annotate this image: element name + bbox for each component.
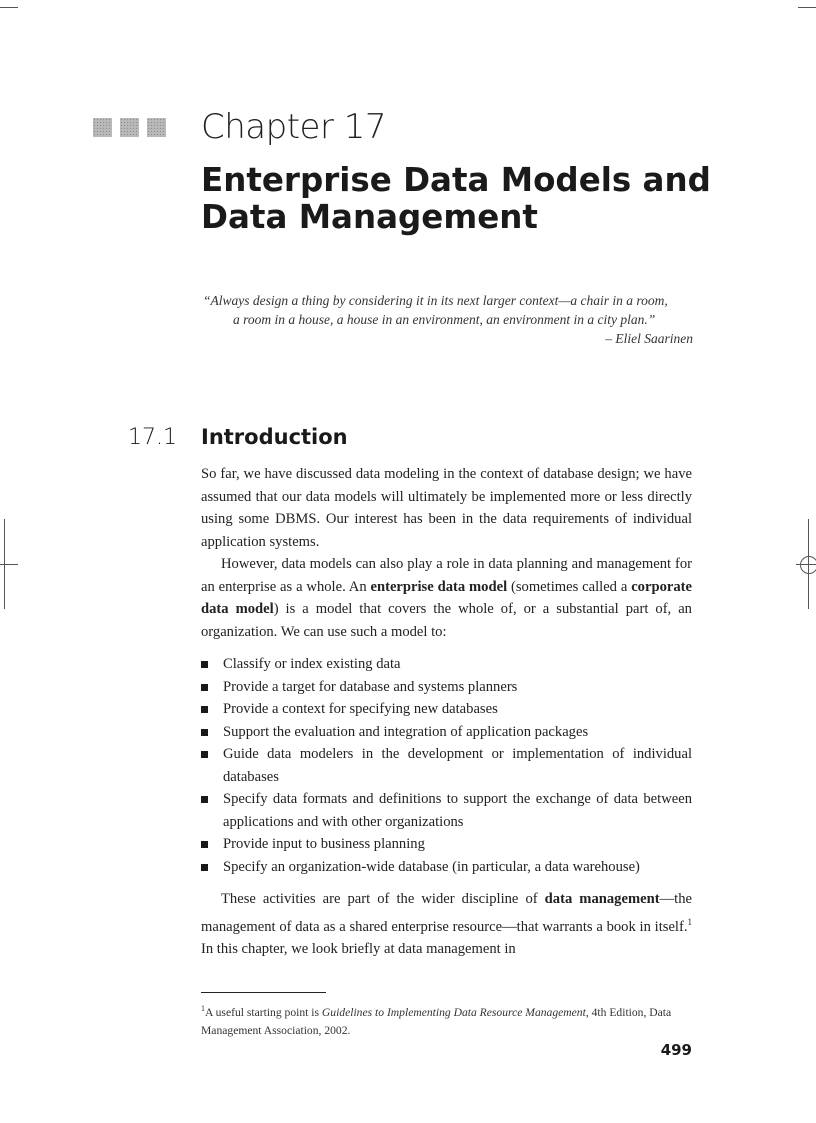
- bullet-item: Guide data modelers in the development or implementation of individual databases: [201, 743, 692, 788]
- term-enterprise-data-model: enterprise data model: [370, 578, 508, 595]
- bullet-item: Provide input to business planning: [201, 833, 692, 856]
- epigraph-line-1: “Always design a thing by considering it in its next larger context—a chair in a room,: [203, 293, 668, 308]
- chapter-title: Enterprise Data Models and Data Management: [201, 161, 711, 236]
- registration-circle-right: [800, 556, 816, 574]
- epigraph-line-2: a room in a house, a house in an environment, an environment in a city plan.”: [233, 312, 656, 327]
- page-number: 499: [660, 1041, 692, 1059]
- decorative-square: [120, 118, 139, 137]
- bullet-item: Classify or index existing data: [201, 653, 692, 676]
- bullet-item: Specify data formats and definitions to support the exchange of data between applications and with other organizations: [201, 788, 692, 833]
- paragraph-2: However, data models can also play a role in data planning and management for an enterprise as a whole. An enterprise data model (sometimes called a corporate data model) is a model that covers the whole of, or a substantial part of, an organization. We can use such a model to:: [201, 556, 692, 640]
- bullet-item: Support the evaluation and integration of application packages: [201, 721, 692, 744]
- crop-mark-left-h: [0, 564, 18, 565]
- bullet-item: Provide a target for database and systems planners: [201, 676, 692, 699]
- decorative-square: [147, 118, 166, 137]
- term-corporate-data-model: corporate data model: [201, 578, 692, 617]
- chapter-squares: [93, 118, 166, 137]
- section-title: Introduction: [201, 425, 348, 449]
- footnote: $^1$A useful starting point is Guidelines to Implementing Data Resource Management, 4th Edition, Data Management Association, 2002.: [201, 1004, 672, 1037]
- decorative-square: [93, 118, 112, 137]
- crop-mark-top-right: [798, 7, 816, 8]
- epigraph-attribution: – Eliel Saarinen: [605, 331, 693, 346]
- bullet-list: [201, 653, 692, 878]
- chapter-label: Chapter 17: [201, 107, 387, 147]
- bullet-item: Specify an organization-wide database (in particular, a data warehouse): [201, 856, 692, 879]
- footnote-rule: [201, 992, 326, 993]
- bullet-item: Provide a context for specifying new databases: [201, 698, 692, 721]
- footnote-book-title: Guidelines to Implementing Data Resource Management: [321, 1005, 586, 1019]
- footnote-ref[interactable]: 1: [687, 916, 692, 927]
- section-number: 17.1: [128, 425, 177, 450]
- epigraph: [203, 291, 693, 348]
- paragraph-3: These activities are part of the wider discipline of data management—the management of data as a shared enterprise resource—that warrants a book in itself.$^1$ In this chapter, we look briefly at data management in: [201, 891, 692, 957]
- crop-mark-top-left: [0, 7, 18, 8]
- term-data-management: data management: [544, 891, 660, 907]
- footnote-marker: 1: [201, 1004, 205, 1013]
- body-text: [201, 463, 692, 960]
- paragraph-1: So far, we have discussed data modeling in the context of database design; we have assumed that our data models will ultimately be implemented more or less directly using some DBMS. Our interest has been in the data requirements of individual application systems.: [201, 466, 692, 550]
